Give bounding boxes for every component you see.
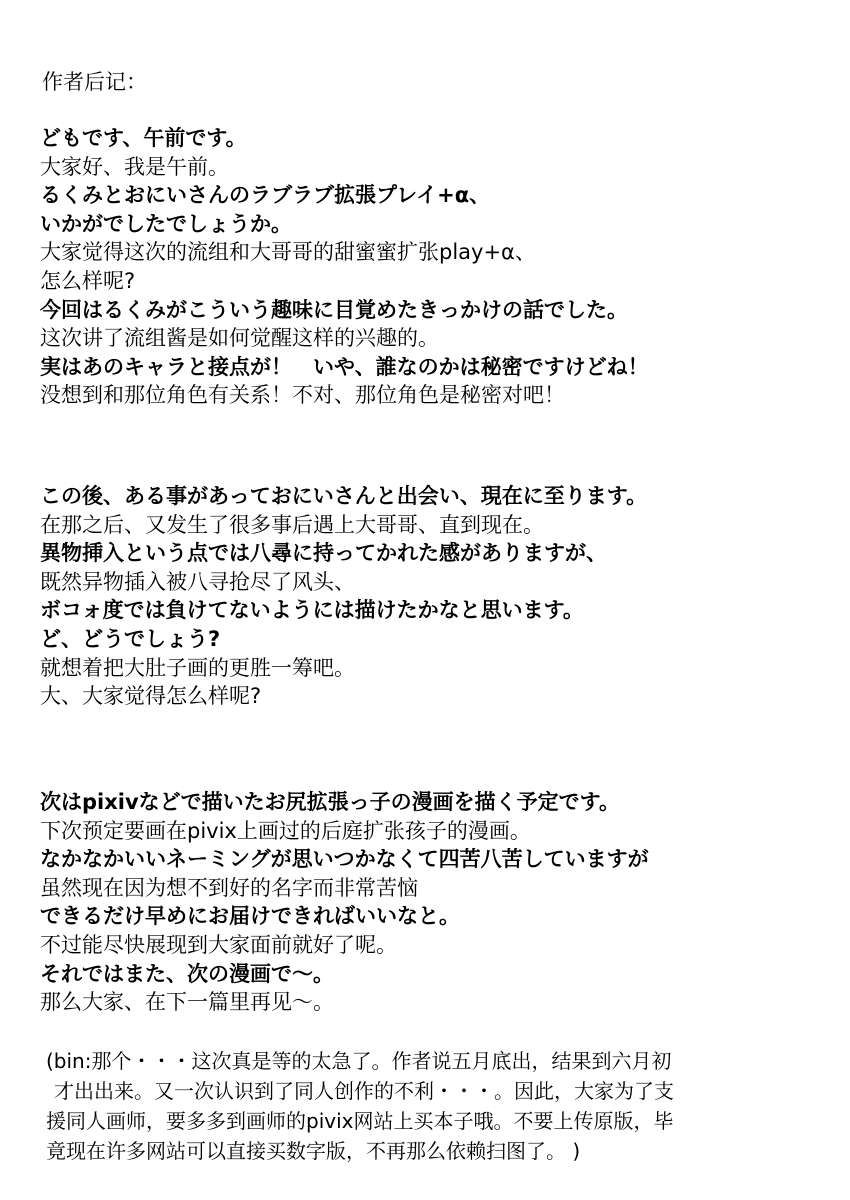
- page-title: 作者后记：: [42, 70, 147, 94]
- translator-note: [46, 1046, 836, 1166]
- section-next-plans: [40, 788, 840, 1017]
- note-line: 竟现在许多网站可以直接买数字版，不再那么依赖扫图了。 ): [46, 1139, 581, 1163]
- text-line: 大家好、我是午前。: [40, 154, 229, 179]
- text-line: 怎么样呢?: [40, 268, 136, 293]
- note-line: 援同人画师，要多多到画师的pivix网站上买本子哦。不要上传原版，毕: [46, 1109, 674, 1133]
- text-line: 既然异物插入被八寻抢尽了风头、: [40, 569, 355, 594]
- text-line: それではまた、次の漫画で～。: [40, 961, 334, 986]
- text-line: ど、どうでしょう?: [40, 626, 221, 651]
- section-greeting: [40, 124, 840, 410]
- text-line: ボコォ度では負けてないようには描けたかなと思います。: [40, 598, 584, 623]
- text-line: 今回はるくみがこういう趣味に目覚めたきっかけの話でした。: [40, 297, 628, 322]
- text-line: 没想到和那位角色有关系！不对、那位角色是秘密对吧！: [40, 383, 565, 408]
- text-line: 那么大家、在下一篇里再见～。: [40, 990, 334, 1015]
- note-line: 才出出来。又一次认识到了同人创作的不利・・・。因此，大家为了支: [54, 1079, 674, 1103]
- text-line: 不过能尽快展现到大家面前就好了呢。: [40, 932, 397, 957]
- text-line: 大家觉得这次的流组和大哥哥的甜蜜蜜扩张play+α、: [40, 240, 536, 265]
- text-line: 下次预定要画在pivix上画过的后庭扩张孩子的漫画。: [40, 818, 531, 843]
- text-line: 在那之后、又发生了很多事后遇上大哥哥、直到现在。: [40, 512, 544, 537]
- text-line: 这次讲了流组酱是如何觉醒这样的兴趣的。: [40, 326, 439, 351]
- text-line: 就想着把大肚子画的更胜一筹吧。: [40, 655, 355, 680]
- text-line: いかがでしたでしょうか。: [40, 211, 292, 236]
- text-line: どもです、午前です。: [40, 126, 247, 150]
- text-line: 異物挿入という点では八尋に持ってかれた感がありますが、: [40, 541, 607, 566]
- note-line: (bin:那个・・・这次真是等的太急了。作者说五月底出，结果到六月初: [46, 1049, 672, 1073]
- text-line: この後、ある事があっておにいさんと出会い、現在に至ります。: [40, 484, 648, 508]
- section-story: [40, 482, 840, 711]
- text-line: るくみとおにいさんのラブラブ拡張プレイ+α、: [40, 183, 491, 208]
- text-line: 虽然现在因为想不到好的名字而非常苦恼: [40, 875, 418, 900]
- text-line: 実はあのキャラと接点が！ いや、誰なのかは秘密ですけどね！: [40, 354, 649, 379]
- text-line: 大、大家觉得怎么样呢?: [40, 684, 262, 709]
- text-line: なかなかいいネーミングが思いつかなくて四苦八苦していますが: [40, 847, 649, 872]
- text-line: できるだけ早めにお届けできればいいなと。: [40, 904, 460, 929]
- text-line: 次はpixivなどで描いたお尻拡張っ子の漫画を描く予定です。: [40, 790, 620, 814]
